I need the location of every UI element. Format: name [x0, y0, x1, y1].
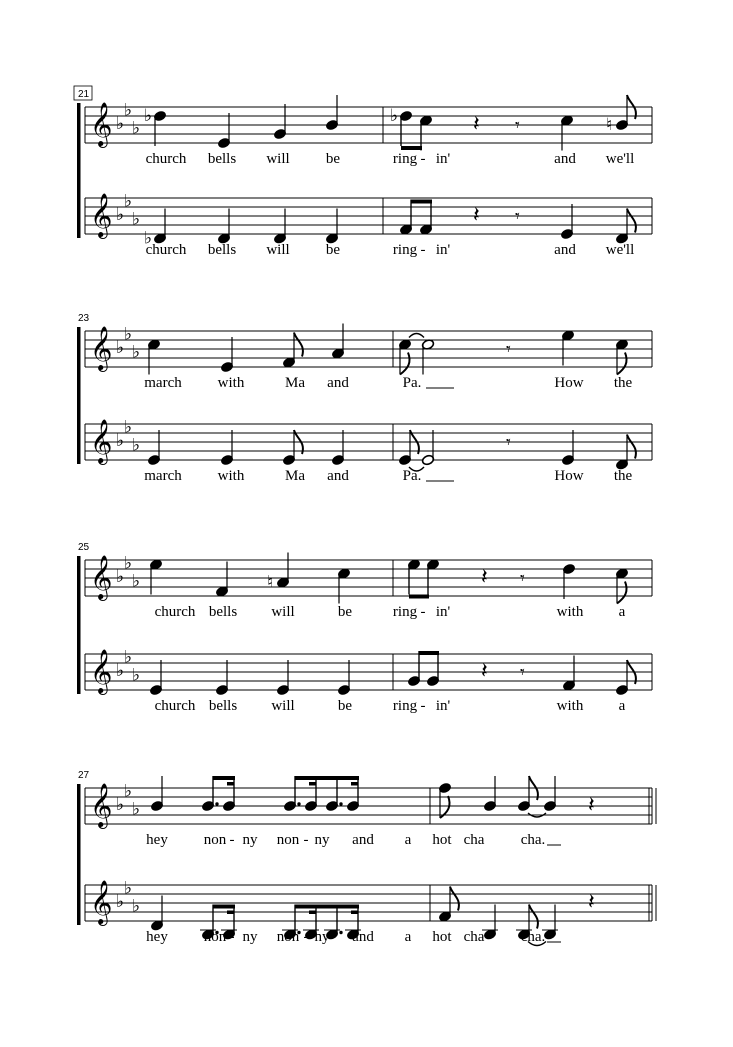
system-21	[74, 86, 652, 258]
lyric-syllable: church	[154, 604, 196, 620]
lyric-syllable: non	[276, 832, 300, 848]
staff-lower	[85, 418, 652, 485]
lyric-syllable: church	[145, 151, 187, 167]
key-signature-flat-icon: ♭	[124, 191, 133, 212]
beam	[409, 595, 429, 599]
sixteenth-beam	[351, 911, 358, 915]
lyric-syllable: non	[276, 929, 300, 945]
measure-number: 27	[78, 770, 90, 781]
staff-lower	[85, 192, 652, 259]
key-signature-flat-icon: ♭	[124, 781, 133, 802]
eighth-flag	[450, 887, 459, 911]
staff-upper	[85, 553, 652, 621]
system-27	[77, 770, 656, 946]
lyric-syllable: ny	[242, 832, 258, 848]
system-23	[77, 313, 652, 484]
eighth-flag	[617, 353, 627, 375]
lyric-syllable: and	[327, 468, 349, 484]
lyric-syllable: will	[271, 604, 295, 620]
lyric-hyphen: -	[420, 242, 426, 258]
system-bracket	[77, 556, 81, 694]
eighth-rest-icon: 𝄾	[506, 339, 511, 360]
beam	[213, 776, 235, 780]
beam	[401, 146, 422, 150]
treble-clef-icon: 𝄞	[90, 326, 113, 370]
lyric-syllable: the	[613, 468, 633, 484]
treble-clef-icon: 𝄞	[90, 783, 113, 827]
staff-upper	[85, 95, 652, 167]
staff-upper	[85, 776, 656, 848]
lyric-hyphen: -	[420, 151, 426, 167]
lyric-syllable: will	[266, 151, 290, 167]
beam	[411, 200, 432, 204]
lyric-hyphen: -	[420, 604, 426, 620]
lyric-syllable: Pa.	[402, 375, 422, 391]
treble-clef-icon: 𝄞	[90, 555, 113, 599]
system-bracket	[77, 784, 81, 925]
system-bracket	[77, 327, 81, 464]
key-signature-flat-icon: ♭	[116, 431, 125, 451]
key-signature-flat-icon: ♭	[116, 338, 125, 358]
flat-icon: ♭	[144, 106, 153, 126]
treble-clef-icon: 𝄞	[90, 419, 113, 463]
key-signature-flat-icon: ♭	[132, 209, 141, 230]
key-signature-flat-icon: ♭	[132, 342, 141, 363]
eighth-rest-icon: 𝄾	[506, 432, 511, 453]
system-bracket	[77, 103, 81, 238]
key-signature-flat-icon: ♭	[132, 799, 141, 820]
key-signature-flat-icon: ♭	[124, 647, 133, 668]
quarter-rest-icon: 𝄽	[588, 890, 595, 915]
key-signature-flat-icon: ♭	[124, 553, 133, 574]
lyric-syllable: in'	[435, 698, 451, 714]
lyric-syllable: bells	[207, 242, 237, 258]
key-signature-flat-icon: ♭	[124, 324, 133, 345]
key-signature-flat-icon: ♭	[116, 114, 125, 134]
lyric-hyphen: -	[303, 929, 309, 945]
lyric-syllable: Ma	[285, 375, 305, 391]
eighth-flag	[627, 435, 636, 459]
sixteenth-beam	[309, 911, 316, 915]
eighth-rest-icon: 𝄾	[515, 206, 520, 227]
lyric-syllable: bells	[207, 151, 237, 167]
sixteenth-beam	[227, 782, 234, 786]
lyric-syllable: and	[554, 151, 576, 167]
lyric-syllable: ring	[392, 242, 418, 258]
lyric-syllable: a	[618, 698, 626, 714]
lyric-syllable: cha.	[520, 832, 546, 848]
lyric-syllable: march	[144, 468, 182, 484]
lyric-syllable: hot	[432, 832, 452, 848]
lyric-syllable: in'	[435, 242, 451, 258]
lyric-syllable: a	[618, 604, 626, 620]
lyric-syllable: ny	[242, 929, 258, 945]
treble-clef-icon: 𝄞	[90, 193, 113, 237]
measure-number: 21	[78, 89, 90, 100]
lyric-syllable: Ma	[285, 468, 305, 484]
lyric-syllable: will	[266, 242, 290, 258]
lyric-hyphen: -	[229, 832, 235, 848]
lyric-syllable: and	[327, 375, 349, 391]
lyric-syllable: cha	[463, 929, 485, 945]
lyric-syllable: be	[337, 698, 353, 714]
sixteenth-beam	[351, 782, 358, 786]
lyric-syllable: ny	[314, 832, 330, 848]
augmentation-dot	[339, 931, 342, 934]
lyric-syllable: in'	[435, 151, 451, 167]
lyric-syllable: bells	[208, 698, 238, 714]
lyric-syllable: cha.	[520, 929, 546, 945]
staff-lower	[85, 648, 652, 715]
lyric-syllable: ring	[392, 151, 418, 167]
tie	[409, 334, 424, 338]
lyric-syllable: hot	[432, 929, 452, 945]
beam	[295, 905, 359, 909]
beam	[419, 651, 439, 655]
lyric-syllable: church	[145, 242, 187, 258]
flat-icon: ♭	[144, 228, 153, 249]
key-signature-flat-icon: ♭	[116, 892, 125, 912]
key-signature-flat-icon: ♭	[124, 878, 133, 899]
eighth-flag	[627, 209, 636, 233]
lyric-syllable: will	[271, 698, 295, 714]
quarter-rest-icon: 𝄽	[473, 203, 480, 228]
quarter-rest-icon: 𝄽	[481, 565, 488, 590]
lyric-syllable: be	[337, 604, 353, 620]
natural-icon: ♮	[606, 115, 613, 135]
lyric-syllable: a	[404, 929, 412, 945]
key-signature-flat-icon: ♭	[116, 205, 125, 225]
lyric-hyphen: -	[303, 832, 309, 848]
quarter-rest-icon: 𝄽	[588, 793, 595, 818]
lyric-syllable: we'll	[605, 151, 635, 167]
lyric-syllable: hey	[146, 832, 168, 848]
key-signature-flat-icon: ♭	[132, 435, 141, 456]
key-signature-flat-icon: ♭	[124, 417, 133, 438]
eighth-rest-icon: 𝄾	[520, 662, 525, 683]
beam	[213, 905, 235, 909]
augmentation-dot	[339, 802, 342, 805]
lyric-syllable: be	[325, 242, 341, 258]
key-signature-flat-icon: ♭	[116, 567, 125, 587]
sixteenth-beam	[309, 782, 316, 786]
key-signature-flat-icon: ♭	[132, 665, 141, 686]
quarter-rest-icon: 𝄽	[481, 659, 488, 684]
lyric-syllable: with	[217, 375, 245, 391]
lyric-syllable: How	[554, 375, 584, 391]
lyric-syllable: church	[154, 698, 196, 714]
system-25	[77, 542, 652, 714]
treble-clef-icon: 𝄞	[90, 880, 113, 924]
natural-icon: ♮	[267, 572, 274, 593]
key-signature-flat-icon: ♭	[124, 100, 133, 121]
flat-icon: ♭	[390, 106, 399, 126]
lyric-syllable: march	[144, 375, 182, 391]
staff-lower	[85, 879, 656, 946]
quarter-rest-icon: 𝄽	[473, 112, 480, 137]
key-signature-flat-icon: ♭	[116, 661, 125, 681]
lyric-syllable: and	[352, 832, 374, 848]
key-signature-flat-icon: ♭	[132, 118, 141, 139]
lyric-syllable: How	[554, 468, 584, 484]
lyric-syllable: ring	[392, 604, 418, 620]
lyric-syllable: we'll	[605, 242, 635, 258]
measure-number: 25	[78, 542, 90, 553]
key-signature-flat-icon: ♭	[132, 571, 141, 592]
lyric-syllable: with	[217, 468, 245, 484]
lyric-syllable: non	[203, 832, 227, 848]
augmentation-dot	[215, 802, 218, 805]
eighth-rest-icon: 𝄾	[520, 568, 525, 589]
eighth-rest-icon: 𝄾	[515, 115, 520, 136]
lyric-hyphen: -	[420, 698, 426, 714]
lyric-syllable: Pa.	[402, 468, 422, 484]
lyric-syllable: and	[352, 929, 374, 945]
lyric-syllable: be	[325, 151, 341, 167]
key-signature-flat-icon: ♭	[132, 896, 141, 917]
eighth-flag	[529, 905, 538, 929]
augmentation-dot	[297, 802, 300, 805]
lyric-syllable: non	[203, 929, 227, 945]
sixteenth-beam	[227, 911, 234, 915]
lyric-hyphen: -	[229, 929, 235, 945]
lyric-syllable: ny	[314, 929, 330, 945]
treble-clef-icon: 𝄞	[90, 102, 113, 146]
measure-number: 23	[78, 313, 90, 324]
lyric-syllable: with	[556, 698, 584, 714]
eighth-flag	[294, 333, 303, 357]
lyric-syllable: a	[404, 832, 412, 848]
lyric-syllable: bells	[208, 604, 238, 620]
key-signature-flat-icon: ♭	[116, 795, 125, 815]
treble-clef-icon: 𝄞	[90, 649, 113, 693]
eighth-flag	[617, 582, 627, 604]
lyric-syllable: in'	[435, 604, 451, 620]
lyric-syllable: hey	[146, 929, 168, 945]
lyric-syllable: cha	[463, 832, 485, 848]
beam	[295, 776, 359, 780]
lyric-syllable: with	[556, 604, 584, 620]
lyric-syllable: the	[613, 375, 633, 391]
lyric-syllable: and	[554, 242, 576, 258]
eighth-flag	[400, 353, 410, 375]
staff-upper	[85, 324, 652, 392]
lyric-syllable: ring	[392, 698, 418, 714]
